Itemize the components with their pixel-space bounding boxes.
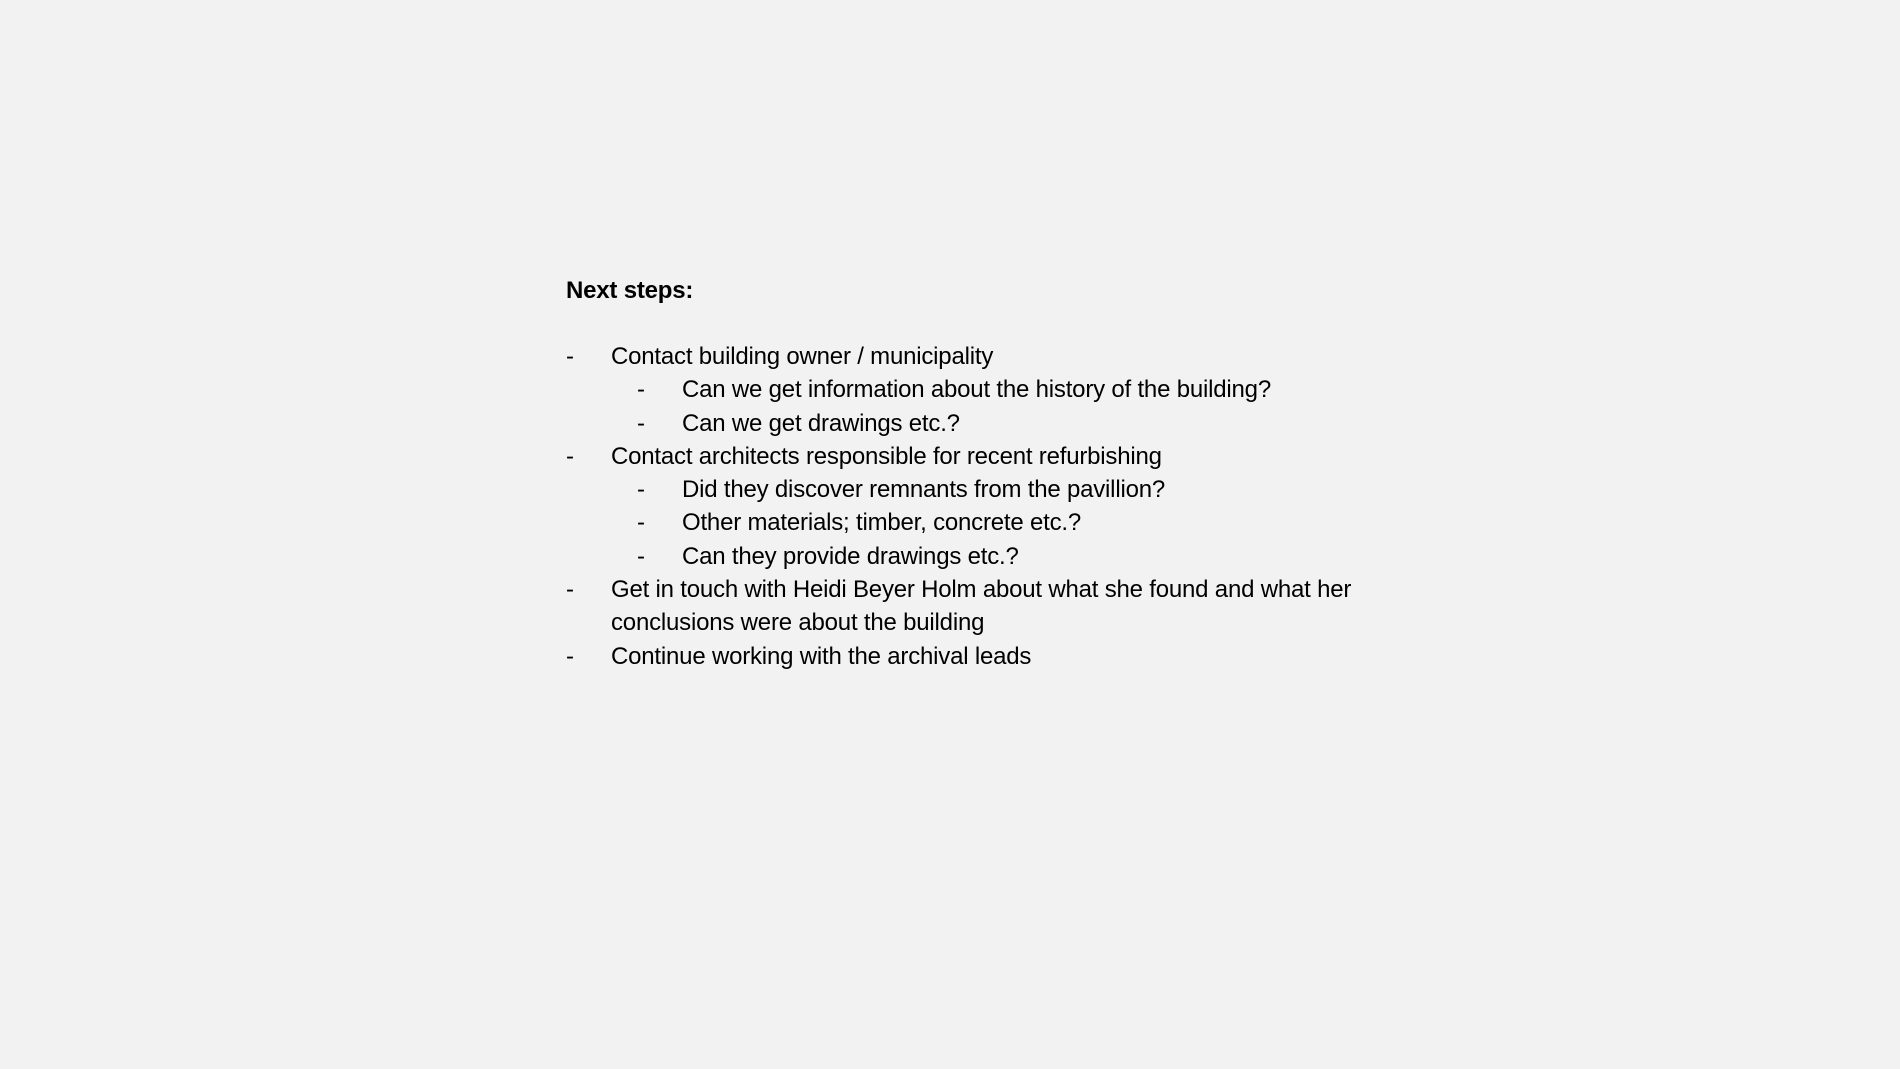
next-steps-heading: Next steps: [566,277,694,304]
list-item-text: Contact architects responsible for recent refurbishing [611,442,1162,470]
bullet-dash: - [637,409,645,437]
list-item [566,440,1366,473]
bullet-dash: - [566,343,574,370]
list-item-text: Contact building owner / municipality [611,343,994,370]
list-item-text: Get in touch with Heidi Beyer Holm about what she found and what her conclusions were about the building [611,576,1352,637]
sub-list-item [566,506,1366,539]
list-item-text: Can they provide drawings etc.? [682,542,1019,570]
list-item-text: Can we get drawings etc.? [682,409,960,437]
bullet-dash: - [566,442,574,470]
bullet-dash: - [566,642,574,670]
sub-list-item [566,407,1366,440]
list-item-text: Other materials; timber, concrete etc.? [682,509,1082,537]
sub-list-item [566,373,1366,406]
list-item-text: Continue working with the archival leads [611,642,1032,670]
list-item [566,573,1366,640]
slide-content [566,274,1366,673]
next-steps-list [566,340,1366,673]
list-item-text: Did they discover remnants from the pavillion? [682,476,1166,504]
list-item-text: Can we get information about the history of the building? [682,376,1271,404]
list-item [566,640,1366,673]
bullet-dash: - [637,509,645,537]
bullet-dash: - [637,476,645,504]
sub-list-item [566,473,1366,506]
bullet-dash: - [637,542,645,570]
list-item [566,340,1366,373]
bullet-dash: - [566,576,574,604]
bullet-dash: - [637,376,645,404]
sub-list-item [566,540,1366,573]
